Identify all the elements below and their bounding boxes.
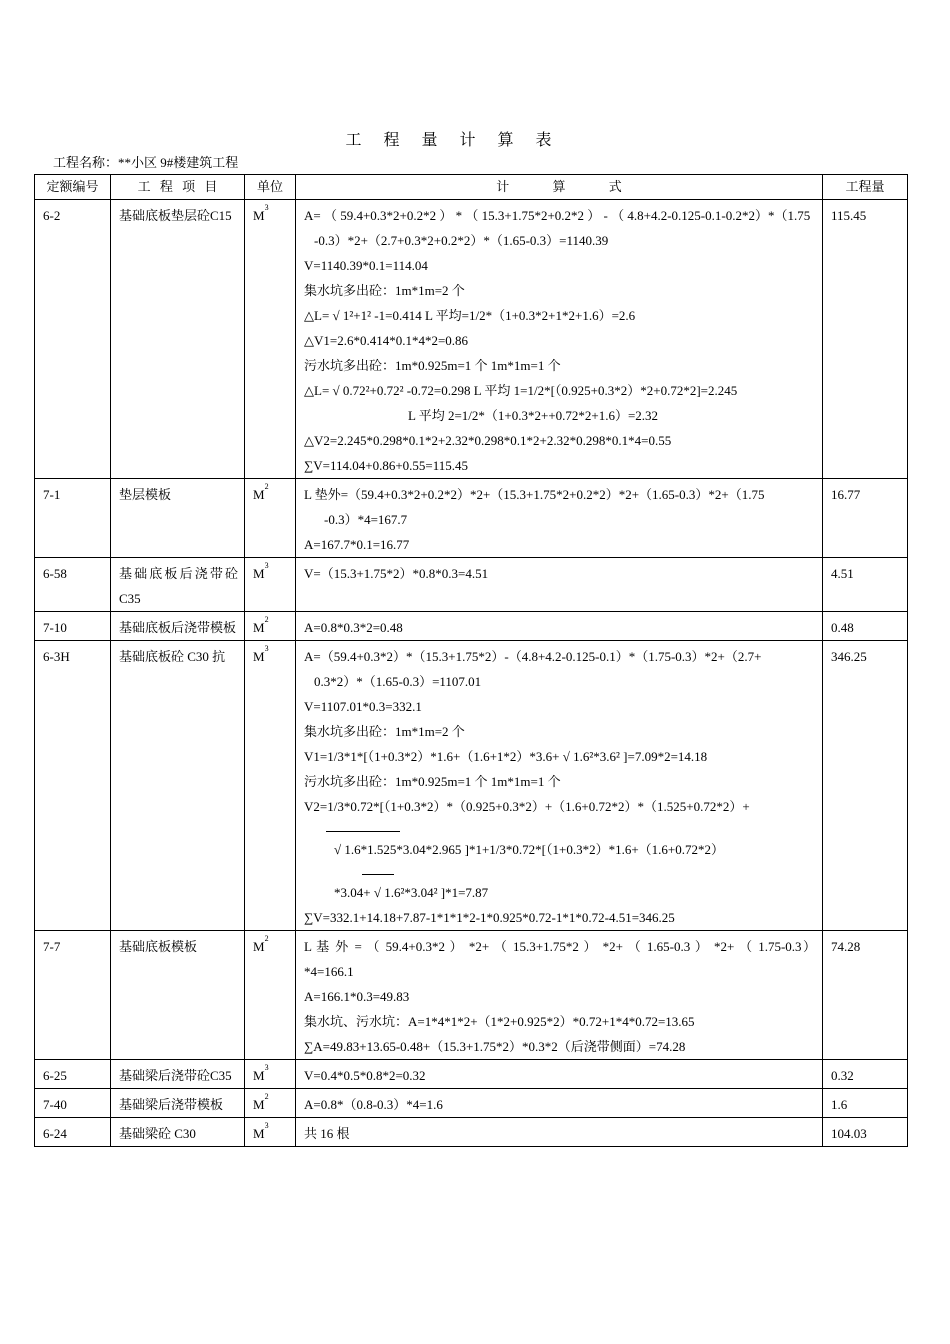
calc-line: V=1107.01*0.3=332.1 [304, 699, 422, 714]
calc-line: 集水坑、污水坑：A=1*4*1*2+（1*2+0.925*2）*0.72+1*4*0.72=13.65 [304, 1014, 695, 1029]
table-row [35, 200, 908, 479]
calc-line: ∑A=49.83+13.65-0.48+（15.3+1.75*2）*0.3*2（后浇带侧面）=74.28 [304, 1039, 686, 1054]
quantity-table [34, 174, 908, 1147]
row-qty: 346.25 [823, 641, 908, 931]
table-row [35, 1118, 908, 1147]
row-qty: 115.45 [823, 200, 908, 479]
header-qty: 工程量 [823, 175, 908, 200]
row-code: 6-3H [35, 641, 111, 931]
calc-line: △L= √ 1²+1² -1=0.414 L 平均=1/2*（1+0.3*2+1*2+1.6）=2.6 [304, 308, 636, 323]
table-row [35, 1060, 908, 1089]
row-item: 基础底板后浇带模板 [111, 612, 245, 641]
row-item: 基础底板垫层砼C15 [111, 200, 245, 479]
calc-line: A=（59.4+0.3*2）*（15.3+1.75*2）-（4.8+4.2-0.125-0.1）*（1.75-0.3）*2+（2.7+ [304, 649, 762, 664]
row-code: 7-10 [35, 612, 111, 641]
calc-line: △V1=2.6*0.414*0.1*4*2=0.86 [304, 333, 469, 348]
calc-line: V2=1/3*0.72*[（1+0.3*2）*（0.925+0.3*2）+（1.6+0.72*2）*（1.525+0.72*2）+ [304, 799, 750, 814]
row-unit: $M^3$ [245, 1060, 296, 1089]
row-calc [296, 931, 823, 1060]
row-qty: 4.51 [823, 558, 908, 612]
calc-line: L 平均 2=1/2*（1+0.3*2++0.72*2+1.6）=2.32 [408, 408, 659, 423]
row-unit: $M^2$ [245, 1089, 296, 1118]
row-unit: $M^3$ [245, 200, 296, 479]
row-code: 7-7 [35, 931, 111, 1060]
header-code: 定额编号 [35, 175, 111, 200]
row-calc [296, 1060, 823, 1089]
row-qty: 104.03 [823, 1118, 908, 1147]
calc-line: A=0.8*0.3*2=0.48 [304, 620, 403, 635]
table-row [35, 479, 908, 558]
row-item: 基础梁后浇带模板 [111, 1089, 245, 1118]
header-calc: 计 算 式 [296, 175, 823, 200]
row-item: 基础梁砼 C30 [111, 1118, 245, 1147]
row-calc [296, 612, 823, 641]
project-name: 工程名称：**小区 9#楼建筑工程 [53, 155, 239, 170]
row-unit: $M^3$ [245, 641, 296, 931]
row-qty: 16.77 [823, 479, 908, 558]
header-item: 工 程 项 目 [111, 175, 245, 200]
calc-line: 0.3*2）*（1.65-0.3）=1107.01 [314, 674, 482, 689]
calc-line: 集水坑多出砼：1m*1m=2 个 [304, 283, 465, 298]
calc-line: 共 16 根 [304, 1126, 350, 1141]
row-calc [296, 1089, 823, 1118]
calc-line: -0.3）*4=167.7 [324, 512, 408, 527]
row-code: 6-2 [35, 200, 111, 479]
row-code: 7-40 [35, 1089, 111, 1118]
calc-line: -0.3）*2+（2.7+0.3*2+0.2*2）*（1.65-0.3）=1140.39 [314, 233, 609, 248]
radical-bar [304, 862, 816, 880]
row-calc [296, 479, 823, 558]
calc-line: ∑V=114.04+0.86+0.55=115.45 [304, 458, 469, 473]
calc-line: *3.04+ √ 1.6²*3.04² ]*1=7.87 [334, 885, 489, 900]
calc-line: 污水坑多出砼：1m*0.925m=1 个 1m*1m=1 个 [304, 358, 561, 373]
row-calc [296, 558, 823, 612]
table-row [35, 931, 908, 1060]
row-calc [296, 641, 823, 931]
row-code: 6-58 [35, 558, 111, 612]
row-item: 基础底板砼 C30 抗 [111, 641, 245, 931]
table-row [35, 558, 908, 612]
row-qty: 1.6 [823, 1089, 908, 1118]
row-qty: 0.48 [823, 612, 908, 641]
calc-line: 污水坑多出砼：1m*0.925m=1 个 1m*1m=1 个 [304, 774, 561, 789]
calc-line: A=166.1*0.3=49.83 [304, 989, 410, 1004]
row-item: 基础梁后浇带砼C35 [111, 1060, 245, 1089]
row-code: 6-24 [35, 1118, 111, 1147]
row-unit: $M^2$ [245, 479, 296, 558]
row-calc [296, 1118, 823, 1147]
calc-line: A=167.7*0.1=16.77 [304, 537, 410, 552]
calc-line: V=0.4*0.5*0.8*2=0.32 [304, 1068, 426, 1083]
row-unit: $M^3$ [245, 558, 296, 612]
row-qty: 0.32 [823, 1060, 908, 1089]
header-unit: 单位 [245, 175, 296, 200]
row-item: 基础底板模板 [111, 931, 245, 1060]
calc-line: V=（15.3+1.75*2）*0.8*0.3=4.51 [304, 566, 489, 581]
row-qty: 74.28 [823, 931, 908, 1060]
calc-line: A= （ 59.4+0.3*2+0.2*2 ） * （ 15.3+1.75*2+0.2*2 ） - （ 4.8+4.2-0.125-0.1-0.2*2）*（1.75 [304, 208, 811, 223]
calc-line: ∑V=332.1+14.18+7.87-1*1*1*2-1*0.925*0.72-1*1*0.72-4.51=346.25 [304, 910, 675, 925]
row-code: 7-1 [35, 479, 111, 558]
table-row [35, 612, 908, 641]
row-unit: $M^3$ [245, 1118, 296, 1147]
calc-line: √ 1.6*1.525*3.04*2.965 ]*1+1/3*0.72*[（1+0.3*2）*1.6+（1.6+0.72*2） [334, 842, 724, 857]
calc-line: A=0.8*（0.8-0.3）*4=1.6 [304, 1097, 443, 1112]
row-unit: $M^2$ [245, 931, 296, 1060]
calc-line: L 垫外=（59.4+0.3*2+0.2*2）*2+（15.3+1.75*2+0.2*2）*2+（1.65-0.3）*2+（1.75 [304, 487, 765, 502]
calc-line: V=1140.39*0.1=114.04 [304, 258, 428, 273]
table-row [35, 641, 908, 931]
row-item: 垫层模板 [111, 479, 245, 558]
table-row [35, 1089, 908, 1118]
calc-line: V1=1/3*1*[（1+0.3*2）*1.6+（1.6+1*2）*3.6+ √ 1.6²*3.6² ]=7.09*2=14.18 [304, 749, 708, 764]
row-code: 6-25 [35, 1060, 111, 1089]
calc-line: △V2=2.245*0.298*0.1*2+2.32*0.298*0.1*2+2.32*0.298*0.1*4=0.55 [304, 433, 672, 448]
header-row [35, 175, 908, 200]
calc-line: L 基 外 = （ 59.4+0.3*2 ） *2+ （ 15.3+1.75*2 ） *2+ （ 1.65-0.3 ） *2+ （ 1.75-0.3）*4=166.1 [304, 939, 816, 979]
row-item: 基础底板后浇带砼C35 [111, 558, 245, 612]
row-unit: $M^2$ [245, 612, 296, 641]
radical-bar [304, 819, 816, 837]
calc-line: △L= √ 0.72²+0.72² -0.72=0.298 L 平均 1=1/2*[（0.925+0.3*2）*2+0.72*2]=2.245 [304, 383, 738, 398]
row-calc [296, 200, 823, 479]
page-title: 工程量计算表 [345, 132, 574, 149]
calc-line: 集水坑多出砼：1m*1m=2 个 [304, 724, 465, 739]
